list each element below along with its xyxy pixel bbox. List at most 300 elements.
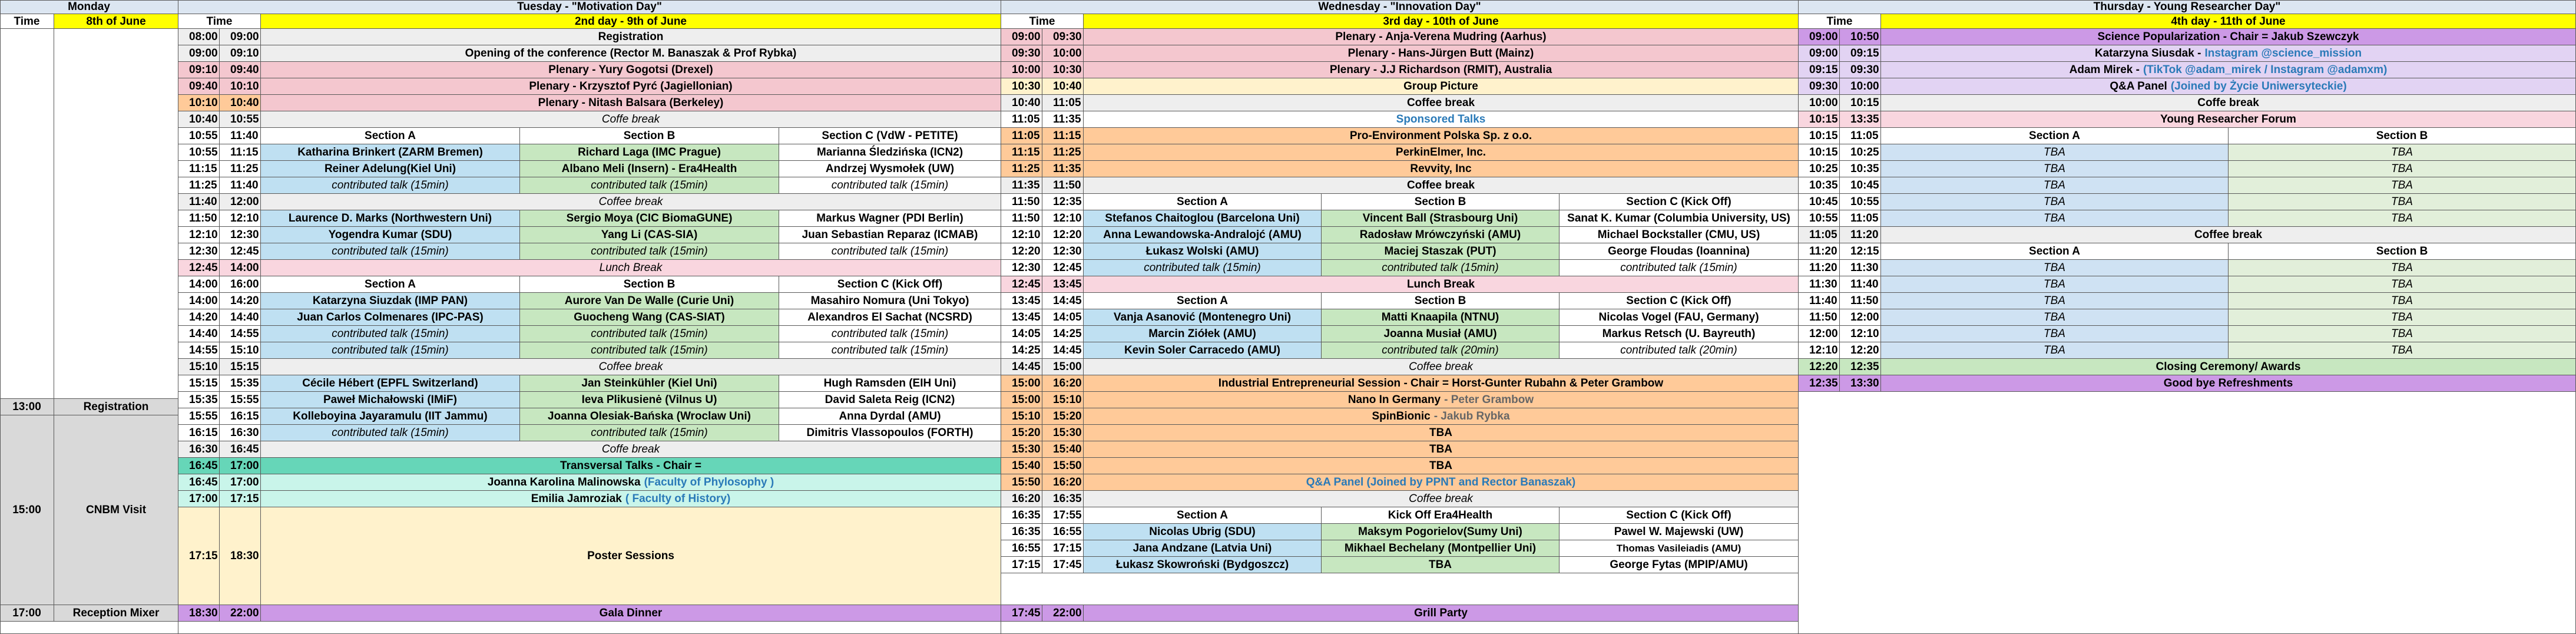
schedule-cell <box>1001 458 1042 474</box>
schedule-cell <box>220 441 261 458</box>
schedule-cell <box>1084 78 1799 95</box>
schedule-cell <box>1084 29 1799 45</box>
schedule-cell <box>261 326 520 342</box>
schedule-cell <box>220 161 261 177</box>
schedule-cell <box>1001 540 1042 557</box>
cell-text: 17:00 <box>230 460 259 472</box>
cell-text: PerkinElmer, Inc. <box>1395 146 1486 158</box>
cell-text: Registration <box>598 31 664 43</box>
schedule-cell <box>1559 309 1799 326</box>
cell-text: 11:05 <box>1012 130 1040 142</box>
schedule-cell <box>1799 309 1840 326</box>
schedule-cell <box>178 375 220 392</box>
schedule-cell <box>1001 573 1799 605</box>
cell-text: Coffe break <box>601 443 660 455</box>
schedule-cell <box>178 342 220 359</box>
schedule-cell <box>0 622 178 634</box>
cell-text: Plenary - Yury Gogotsi (Drexel) <box>548 64 713 76</box>
cell-text: Time <box>206 15 233 28</box>
cell-text: Pawel W. Majewski (UW) <box>1614 526 1744 538</box>
cell-text: 14:45 <box>1053 295 1082 307</box>
cell-text: 11:50 <box>1012 212 1040 224</box>
cell-text: TBA <box>2044 196 2065 208</box>
cell-text: 11:05 <box>1850 212 1879 224</box>
schedule-cell <box>1084 161 1799 177</box>
schedule-cell <box>1559 557 1799 573</box>
cell-text: 12:35 <box>1053 196 1082 208</box>
schedule-cell <box>1799 144 1840 161</box>
cell-text: 12:00 <box>1809 328 1838 340</box>
schedule-cell <box>1881 62 2576 78</box>
cell-text: Section B <box>1414 196 1466 208</box>
schedule-cell <box>54 415 178 605</box>
schedule-cell <box>520 128 779 144</box>
cell-text: 16:45 <box>189 460 218 472</box>
cell-text: 17:15 <box>1012 559 1041 571</box>
cell-text: 13:45 <box>1012 311 1041 323</box>
cell-text: 10:35 <box>1809 179 1838 191</box>
schedule-cell <box>520 243 779 260</box>
schedule-cell <box>1001 326 1042 342</box>
cell-text: 10:15 <box>1809 146 1838 158</box>
schedule-cell <box>261 243 520 260</box>
cell-text: Michael Bockstaller (CMU, US) <box>1597 229 1760 241</box>
schedule-cell <box>1084 62 1799 78</box>
schedule-cell <box>178 62 220 78</box>
cell-text: Alexandros El Sachat (NCSRD) <box>807 311 972 323</box>
schedule-cell <box>520 161 779 177</box>
cell-text: TBA <box>2391 212 2413 224</box>
cell-text: 15:00 <box>1012 394 1041 406</box>
cell-text: Emilia Jamroziak <box>531 493 622 505</box>
cell-text: Tuesday - "Motivation Day" <box>517 1 662 13</box>
schedule-cell <box>1084 392 1799 408</box>
cell-text: Katarzyna Siusdak - <box>2094 47 2201 60</box>
cell-text: 12:45 <box>230 245 259 257</box>
cell-text: 11:15 <box>1053 130 1081 142</box>
cell-text: Coffee break <box>1406 97 1475 109</box>
cell-text: 15:40 <box>1053 443 1082 455</box>
schedule-cell <box>1001 78 1042 95</box>
cell-text: contributed talk (15min) <box>332 179 449 191</box>
cell-text: Gala Dinner <box>599 607 663 619</box>
cell-text: Section C (Kick Off) <box>837 278 943 290</box>
schedule-cell <box>1001 491 1042 507</box>
schedule-cell <box>1322 227 1559 243</box>
cell-text: 15:35 <box>230 377 259 389</box>
schedule-cell <box>779 408 1001 425</box>
schedule-cell <box>1001 474 1042 491</box>
cell-text: 17:00 <box>230 476 259 488</box>
link-text[interactable]: ( Faculty of History) <box>625 493 731 505</box>
cell-text: Jan Steinkühler (Kiel Uni) <box>581 377 717 389</box>
cell-text: 12:20 <box>1012 245 1041 257</box>
schedule-cell <box>1042 507 1084 524</box>
cell-text: 16:35 <box>1012 509 1041 521</box>
schedule-cell <box>220 392 261 408</box>
schedule-cell <box>1322 507 1559 524</box>
schedule-cell <box>1001 425 1042 441</box>
schedule-cell <box>1840 78 1881 95</box>
schedule-cell <box>1042 243 1084 260</box>
cell-text: TBA <box>2391 146 2413 158</box>
cell-text: 18:30 <box>189 607 218 619</box>
schedule-cell <box>1084 177 1799 194</box>
schedule-cell <box>178 605 220 622</box>
schedule-cell <box>1799 161 1840 177</box>
cell-text: contributed talk (15min) <box>831 245 949 257</box>
schedule-cell <box>1799 227 1840 243</box>
schedule-cell <box>779 243 1001 260</box>
cell-text: 12:20 <box>1809 361 1838 373</box>
cell-text: 11:15 <box>1012 146 1040 158</box>
cell-text: 10:30 <box>1012 80 1041 93</box>
schedule-cell <box>220 45 261 62</box>
cell-text: TBA <box>2391 278 2413 290</box>
cell-text: 11:05 <box>1053 97 1081 109</box>
link-text[interactable]: (TikTok @adam_mirek / Instagram @adamxm) <box>2143 64 2388 76</box>
cell-text: TBA <box>2044 146 2065 158</box>
cell-text: 12:45 <box>189 262 218 274</box>
cell-text: Young Researcher Forum <box>2160 113 2296 126</box>
schedule-cell <box>1881 95 2576 111</box>
schedule-cell <box>1799 260 1840 276</box>
schedule-cell <box>1042 128 1084 144</box>
cell-text: 11:40 <box>230 130 259 142</box>
schedule-cell <box>1840 111 1881 128</box>
cell-text: 11:30 <box>1850 262 1879 274</box>
schedule-cell <box>1001 161 1042 177</box>
cell-text: 10:25 <box>1850 146 1879 158</box>
cell-text: Time <box>14 15 40 28</box>
cell-text: Sergio Moya (CIC BiomaGUNE) <box>566 212 733 224</box>
cell-text: 12:10 <box>230 212 259 224</box>
cell-text: 10:00 <box>1809 97 1838 109</box>
link-text[interactable]: Instagram @science_mission <box>2204 47 2362 60</box>
schedule-cell <box>220 507 261 605</box>
cell-text: 16:15 <box>189 427 218 439</box>
schedule-cell <box>220 111 261 128</box>
cell-text: Yogendra Kumar (SDU) <box>328 229 452 241</box>
schedule-cell <box>1799 128 1840 144</box>
schedule-cell <box>779 375 1001 392</box>
schedule-cell <box>261 342 520 359</box>
schedule-cell <box>1881 128 2229 144</box>
cell-text: contributed talk (15min) <box>332 344 449 356</box>
cell-text: 11:25 <box>1053 146 1081 158</box>
cell-text: Section A <box>2029 245 2080 257</box>
schedule-cell <box>1084 260 1322 276</box>
cell-text: 16:20 <box>1053 377 1082 389</box>
schedule-cell <box>1881 45 2576 62</box>
schedule-cell <box>1084 458 1799 474</box>
cell-text: David Saleta Reig (ICN2) <box>825 394 955 406</box>
cell-text: CNBM Visit <box>85 504 147 516</box>
cell-text: contributed talk (15min) <box>591 179 708 191</box>
schedule-cell <box>1559 227 1799 243</box>
cell-text: 09:10 <box>189 64 218 76</box>
schedule-cell <box>220 29 261 45</box>
schedule-cell <box>261 474 1001 491</box>
cell-text: Dimitris Vlassopoulos (FORTH) <box>806 427 974 439</box>
schedule-cell <box>1001 309 1042 326</box>
schedule-cell <box>0 605 54 622</box>
cell-text: 11:40 <box>1850 278 1879 290</box>
schedule-cell <box>220 293 261 309</box>
schedule-cell <box>1799 29 1840 45</box>
link-text[interactable]: (Joined by Życie Uniwersyteckie) <box>2170 80 2347 93</box>
schedule-cell <box>1001 29 1042 45</box>
cell-text: Ieva Plikusienė (Vilnus U) <box>581 394 717 406</box>
cell-text: SpinBionic <box>1372 410 1431 422</box>
schedule-cell <box>1840 276 1881 293</box>
cell-text: Stefanos Chaitoglou (Barcelona Uni) <box>1105 212 1300 224</box>
cell-text: Time <box>1029 15 1055 28</box>
schedule-cell <box>1799 392 2576 634</box>
cell-text: 11:20 <box>1850 229 1879 241</box>
cell-text: Kolleboyina Jayaramulu (IIT Jammu) <box>293 410 488 422</box>
cell-text: 15:10 <box>189 361 218 373</box>
schedule-cell <box>1322 540 1559 557</box>
cell-text: Coffee break <box>2194 229 2263 241</box>
cell-text: 09:30 <box>1850 64 1879 76</box>
cell-text: 11:50 <box>1012 196 1040 208</box>
cell-text: TBA <box>2044 262 2065 274</box>
cell-text: TBA <box>2044 278 2065 290</box>
schedule-cell <box>261 605 1001 622</box>
cell-text: 11:40 <box>1809 295 1837 307</box>
schedule-cell <box>1001 144 1042 161</box>
schedule-cell <box>1001 128 1042 144</box>
schedule-cell <box>261 144 520 161</box>
cell-text: 09:00 <box>189 47 218 60</box>
schedule-cell <box>1322 524 1559 540</box>
cell-text: Reception Mixer <box>72 607 160 619</box>
schedule-cell <box>779 293 1001 309</box>
cell-text: 12:45 <box>1053 262 1082 274</box>
link-text[interactable]: Sponsored Talks <box>1396 113 1486 126</box>
schedule-cell <box>779 177 1001 194</box>
cell-text: 15:30 <box>1053 427 1082 439</box>
schedule-cell <box>1001 293 1042 309</box>
cell-text: 4th day - 11th of June <box>2171 15 2286 28</box>
cell-text: Section A <box>2029 130 2080 142</box>
cell-text: 09:15 <box>1850 47 1879 60</box>
link-text[interactable]: Q&A Panel (Joined by PPNT and Rector Banaszak) <box>1306 476 1576 488</box>
cell-text: 16:55 <box>1012 542 1041 554</box>
cell-text: 11:35 <box>1053 113 1081 126</box>
cell-text: 14:20 <box>189 311 218 323</box>
cell-text: 17:15 <box>1053 542 1082 554</box>
schedule-cell <box>1881 260 2229 276</box>
schedule-cell <box>1001 375 1042 392</box>
schedule-cell <box>1042 524 1084 540</box>
schedule-cell <box>520 293 779 309</box>
schedule-cell <box>1840 243 1881 260</box>
cell-text: 11:50 <box>1850 295 1879 307</box>
schedule-cell <box>220 359 261 375</box>
cell-text: Plenary - J.J Richardson (RMIT), Australia <box>1329 64 1552 76</box>
cell-text: Juan Sebastian Reparaz (ICMAB) <box>802 229 978 241</box>
cell-text: TBA <box>2044 344 2065 356</box>
schedule-cell <box>0 415 54 605</box>
cell-text: 11:35 <box>1053 163 1081 175</box>
schedule-cell <box>520 309 779 326</box>
cell-text: 10:55 <box>189 146 218 158</box>
cell-text: 18:30 <box>230 550 259 562</box>
cell-text: 13:35 <box>1850 113 1879 126</box>
cell-text: TBA <box>1429 427 1453 439</box>
cell-text: contributed talk (15min) <box>591 427 708 439</box>
schedule-cell <box>178 491 220 507</box>
cell-text: contributed talk (15min) <box>332 427 449 439</box>
schedule-cell <box>2229 243 2576 260</box>
schedule-cell <box>1084 540 1322 557</box>
cell-text: 16:45 <box>189 476 218 488</box>
schedule-cell <box>1001 276 1042 293</box>
cell-text: TBA <box>1429 460 1453 472</box>
cell-text: Jana Andzane (Latvia Uni) <box>1133 542 1272 554</box>
cell-text: Section B <box>623 278 676 290</box>
schedule-cell <box>1001 227 1042 243</box>
schedule-cell <box>261 507 1001 605</box>
schedule-cell <box>220 243 261 260</box>
cell-text: 16:35 <box>1053 493 1082 505</box>
schedule-cell <box>178 359 220 375</box>
cell-text: TBA <box>2044 179 2065 191</box>
schedule-cell <box>1042 359 1084 375</box>
schedule-cell <box>1881 276 2229 293</box>
cell-text: 14:45 <box>1053 344 1082 356</box>
cell-text: Reiner Adelung(Kiel Uni) <box>324 163 456 175</box>
schedule-cell <box>520 408 779 425</box>
cell-text: 09:15 <box>1809 64 1838 76</box>
link-text[interactable]: (Faculty of Phylosophy ) <box>644 476 774 488</box>
schedule-cell <box>1799 342 1840 359</box>
cell-text: 15:30 <box>1012 443 1041 455</box>
schedule-cell <box>2229 260 2576 276</box>
cell-text: 10:40 <box>230 97 259 109</box>
schedule-cell <box>1042 326 1084 342</box>
cell-text: 11:05 <box>1850 130 1879 142</box>
schedule-cell <box>178 227 220 243</box>
schedule-cell <box>1042 95 1084 111</box>
schedule-cell <box>1001 260 1042 276</box>
cell-text: Coffee break <box>598 361 663 373</box>
schedule-cell <box>1001 111 1042 128</box>
cell-text: Łukasz Skowroński (Bydgoszcz) <box>1115 559 1289 571</box>
schedule-cell <box>178 622 1001 634</box>
cell-text: 10:25 <box>1809 163 1838 175</box>
cell-text: Markus Wagner (PDI Berlin) <box>816 212 963 224</box>
schedule-cell <box>1881 342 2229 359</box>
schedule-cell <box>1559 210 1799 227</box>
schedule-cell <box>178 458 220 474</box>
cell-text: Anna Lewandowska-Andralojć (AMU) <box>1103 229 1302 241</box>
schedule-cell <box>178 326 220 342</box>
schedule-cell <box>0 14 54 29</box>
cell-text: Paweł Michałowski (IMiF) <box>323 394 457 406</box>
cell-text: 14:25 <box>1012 344 1041 356</box>
cell-text: Section C (Kick Off) <box>1626 295 1731 307</box>
schedule-cell <box>2229 177 2576 194</box>
cell-text: 11:50 <box>1053 179 1081 191</box>
cell-text: Coffe break <box>2197 97 2259 109</box>
schedule-cell <box>1001 605 1042 622</box>
schedule-cell <box>1042 425 1084 441</box>
cell-text: 15:55 <box>230 394 259 406</box>
schedule-cell <box>178 111 220 128</box>
cell-text: 10:10 <box>189 97 218 109</box>
cell-text: 11:30 <box>1809 278 1837 290</box>
schedule-cell <box>779 392 1001 408</box>
schedule-cell <box>779 326 1001 342</box>
schedule-cell <box>1001 359 1042 375</box>
cell-text: 17:55 <box>1053 509 1082 521</box>
schedule-cell <box>1840 309 1881 326</box>
schedule-cell <box>178 260 220 276</box>
cell-text: Vanja Asanović (Montenegro Uni) <box>1113 311 1292 323</box>
cell-text: 11:25 <box>189 179 217 191</box>
cell-text: Section B <box>1414 295 1466 307</box>
schedule-cell <box>1881 111 2576 128</box>
schedule-cell <box>1001 243 1042 260</box>
cell-text: 15:10 <box>1012 410 1041 422</box>
schedule-cell <box>1001 408 1042 425</box>
schedule-cell <box>261 309 520 326</box>
schedule-cell <box>54 605 178 622</box>
cell-text: 11:25 <box>230 163 259 175</box>
cell-text: contributed talk (15min) <box>831 179 949 191</box>
cell-text: 15:00 <box>1012 377 1041 389</box>
cell-text: 12:35 <box>1850 361 1879 373</box>
cell-text: 11:40 <box>230 179 259 191</box>
cell-text: 17:15 <box>189 550 218 562</box>
schedule-cell <box>0 0 178 14</box>
schedule-cell <box>178 474 220 491</box>
schedule-cell <box>1084 111 1799 128</box>
cell-text: 12:30 <box>1053 245 1082 257</box>
cell-text: Laurence D. Marks (Northwestern Uni) <box>288 212 492 224</box>
schedule-cell <box>1799 375 1840 392</box>
schedule-cell <box>2229 194 2576 210</box>
schedule-cell <box>1042 458 1084 474</box>
schedule-cell <box>779 128 1001 144</box>
schedule-cell <box>1042 293 1084 309</box>
cell-text: Plenary - Nitash Balsara (Berkeley) <box>538 97 724 109</box>
schedule-cell <box>1042 309 1084 326</box>
cell-text: Maksym Pogorielov(Sumy Uni) <box>1358 526 1522 538</box>
schedule-cell <box>1084 210 1322 227</box>
cell-text: contributed talk (15min) <box>591 328 708 340</box>
cell-text: Mikhael Bechelany (Montpellier Uni) <box>1344 542 1537 554</box>
schedule-cell <box>261 260 1001 276</box>
schedule-cell <box>1799 0 2576 14</box>
cell-text: Guocheng Wang (CAS-SIAT) <box>574 311 725 323</box>
cell-text: 10:50 <box>1850 31 1879 43</box>
cell-text: 16:15 <box>230 410 259 422</box>
schedule-cell <box>2229 276 2576 293</box>
schedule-cell <box>1799 194 1840 210</box>
schedule-cell <box>1042 276 1084 293</box>
schedule-cell <box>1840 293 1881 309</box>
cell-text: Markus Retsch (U. Bayreuth) <box>1602 328 1756 340</box>
schedule-cell <box>1322 243 1559 260</box>
schedule-cell <box>261 425 520 441</box>
schedule-cell <box>1559 243 1799 260</box>
schedule-cell <box>1042 227 1084 243</box>
schedule-cell <box>178 14 261 29</box>
